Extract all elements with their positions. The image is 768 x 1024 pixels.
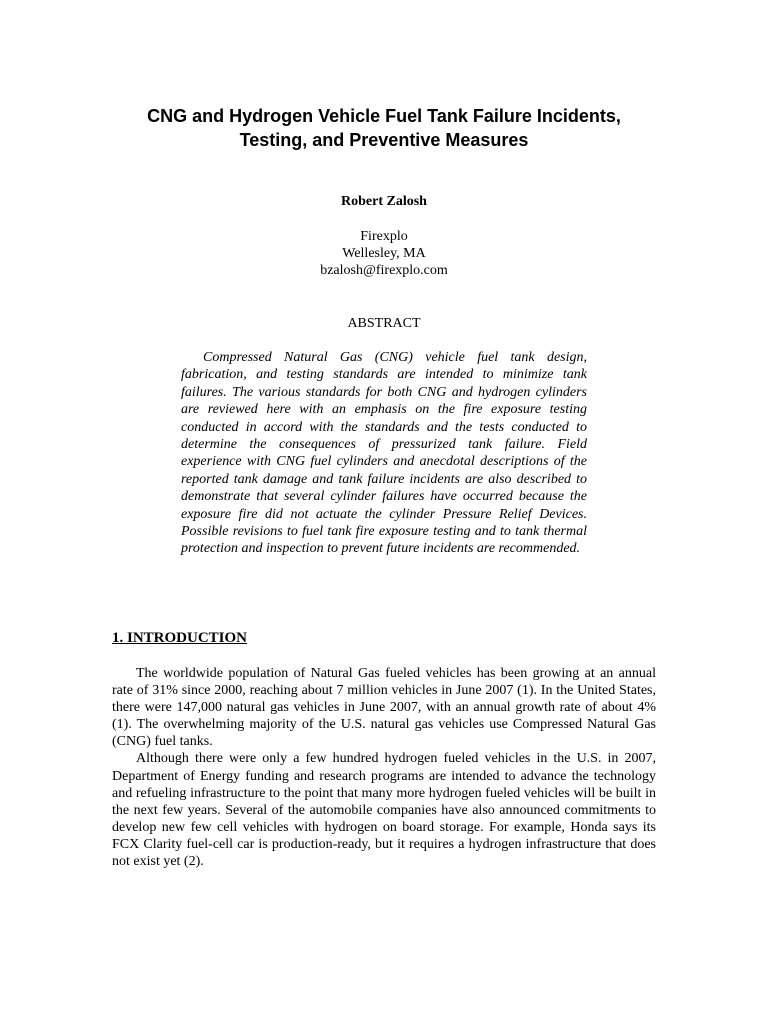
title-line-1: CNG and Hydrogen Vehicle Fuel Tank Failure Incidents, bbox=[147, 106, 621, 126]
abstract-text: Compressed Natural Gas (CNG) vehicle fuel tank design, fabrication, and testing standards are intended to minimize tank failures. The various standards for both CNG and hydrogen cylinders are reviewed here with an emphasis on the fire exposure testing conducted in accord with the standards and the tests conducted to determine the consequences of pressurized tank failure. Field experience with CNG fuel cylinders and anecdotal descriptions of the reported tank damage and tank failure incidents are also described to demonstrate that several cylinder failures have occurred because the exposure fire did not actuate the cylinder Pressure Relief Devices. Possible revisions to fuel tank fire exposure testing and to tank thermal protection and inspection to prevent future incidents are recommended. bbox=[181, 350, 587, 557]
introduction-paragraph-2: Although there were only a few hundred hydrogen fueled vehicles in the U.S. in 2007, Department of Energy funding and research programs are intended to advance the technology and refueling infrastructure to the point that many more hydrogen fueled vehicles will be built in the next few years. Several of the automobile companies have also announced commitments to develop new few cell vehicles with hydrogen on board storage. For example, Honda says its FCX Clarity fuel-cell car is production-ready, but it requires a hydrogen infrastructure that does not exist yet (2). bbox=[112, 751, 656, 870]
author-affiliation bbox=[0, 228, 768, 279]
affiliation-organization: Firexplo bbox=[360, 229, 408, 244]
abstract-heading: ABSTRACT bbox=[347, 316, 421, 331]
affiliation-location: Wellesley, MA bbox=[342, 246, 426, 261]
section-heading-introduction: 1. INTRODUCTION bbox=[112, 630, 248, 646]
author-email: bzalosh@firexplo.com bbox=[320, 263, 448, 278]
paper-title bbox=[0, 104, 768, 152]
title-line-2: Testing, and Preventive Measures bbox=[239, 130, 529, 150]
section-body-introduction bbox=[112, 665, 656, 870]
author-name: Robert Zalosh bbox=[341, 194, 427, 209]
introduction-paragraph-1: The worldwide population of Natural Gas fueled vehicles has been growing at an annual rate of 31% since 2000, reaching about 7 million vehicles in June 2007 (1). In the United States, there were 147,000 natural gas vehicles in June 2007, with an annual growth rate of about 4% (1). The overwhelming majority of the U.S. natural gas vehicles use Compressed Natural Gas (CNG) fuel tanks. bbox=[112, 666, 656, 750]
